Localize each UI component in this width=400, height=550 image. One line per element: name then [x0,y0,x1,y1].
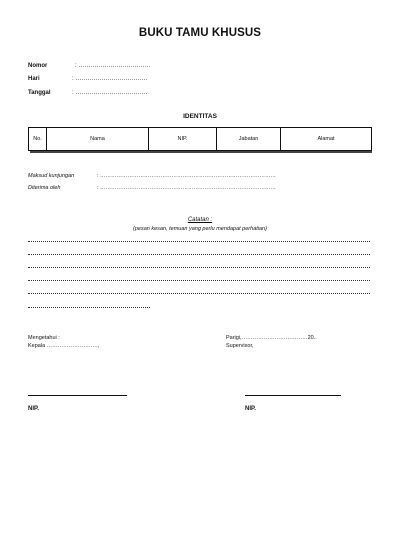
hari-label: Hari [28,76,40,82]
catatan-subtitle: (pesan kesan, temuan yang perlu mendapat perhatian) [133,226,267,232]
maksud-kunjungan-value: : …………………………………………………………………………………… [97,173,277,179]
column-header-no: No. [29,128,47,151]
nomor-label: Nomor [28,63,48,69]
right-signature-line [245,395,341,396]
document-title: BUKU TAMU KHUSUS [138,27,262,39]
right-nip-label: NIP. [245,406,256,412]
column-header-nama: Nama [47,128,149,151]
mengetahui-label: Mengetahui : [28,335,60,341]
notes-dotted-line [28,280,370,281]
diterima-oleh-value: : …………………………………………………………………………………… [97,185,277,191]
nomor-value: : ……………………………… [75,63,151,69]
notes-dotted-line [28,307,150,308]
table-shadow-rule [30,151,372,153]
hari-value: : ……………………………… [72,76,148,82]
tanggal-value: : ……………………………… [72,90,148,96]
tanggal-label: Tanggal [28,90,51,96]
identitas-table [28,127,372,151]
column-header-jabatan: Jabatan [217,128,281,151]
notes-dotted-line [28,241,370,242]
catatan-title: Catatan : [187,217,213,223]
place-date-label: Parigi,………………………………20.. [226,335,317,341]
notes-dotted-line [28,267,370,268]
notes-dotted-line [28,293,370,294]
table-header-row [29,128,372,151]
notes-dotted-line [28,254,370,255]
left-signature-line [28,395,127,396]
supervisor-label: Supervisor, [226,343,254,349]
column-header-alamat: Alamat [281,128,372,151]
kepala-label: Kepala ………………………., [28,343,100,349]
left-nip-label: NIP. [28,406,39,412]
column-header-nip: NIP. [149,128,217,151]
diterima-oleh-label: Diterima oleh [28,185,61,191]
identitas-heading: IDENTITAS [183,113,217,120]
maksud-kunjungan-label: Maksud kunjungan [28,173,75,179]
